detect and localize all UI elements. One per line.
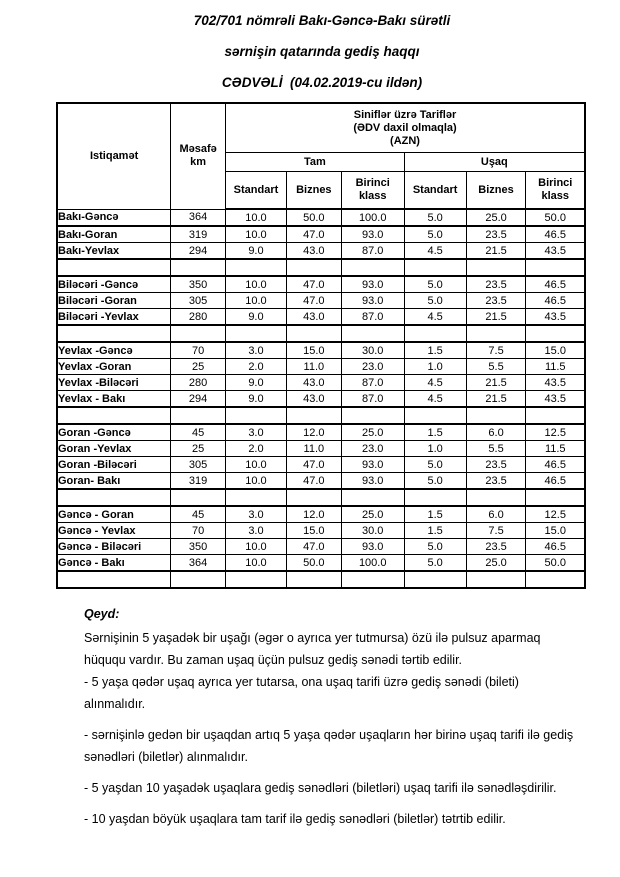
fare-cell: 10.0 xyxy=(226,293,287,309)
fare-cell: 43.5 xyxy=(526,375,585,391)
route-cell: Goran -Yevlax xyxy=(57,441,171,457)
empty-cell xyxy=(404,259,466,276)
distance-cell: 45 xyxy=(171,506,226,523)
fare-cell: 46.5 xyxy=(526,539,585,555)
fare-cell: 25.0 xyxy=(341,424,404,441)
route-cell: Biləcəri -Goran xyxy=(57,293,171,309)
table-row xyxy=(57,342,585,359)
empty-cell xyxy=(226,489,287,506)
header-distance xyxy=(171,103,226,209)
document-header xyxy=(56,14,588,90)
separator-row xyxy=(57,489,585,506)
route-cell: Bakı-Gəncə xyxy=(57,209,171,226)
route-cell: Goran- Bakı xyxy=(57,473,171,490)
fare-cell: 43.5 xyxy=(526,243,585,260)
fare-cell: 15.0 xyxy=(526,342,585,359)
empty-cell xyxy=(57,489,171,506)
fare-cell: 5.0 xyxy=(404,473,466,490)
fare-cell: 93.0 xyxy=(341,293,404,309)
table-row xyxy=(57,276,585,293)
fare-cell: 23.0 xyxy=(341,359,404,375)
header-class-usaq-birinci: Birinci klass xyxy=(526,172,585,210)
fare-cell: 50.0 xyxy=(286,209,341,226)
separator-row xyxy=(57,259,585,276)
fare-cell: 21.5 xyxy=(466,309,526,326)
fare-cell: 43.0 xyxy=(286,243,341,260)
fare-cell: 43.0 xyxy=(286,375,341,391)
fare-cell: 100.0 xyxy=(341,209,404,226)
fare-cell: 21.5 xyxy=(466,391,526,408)
fare-cell: 10.0 xyxy=(226,473,287,490)
fare-cell: 93.0 xyxy=(341,473,404,490)
fare-cell: 5.0 xyxy=(404,555,466,572)
route-cell: Yevlax -Goran xyxy=(57,359,171,375)
table-row xyxy=(57,243,585,260)
fare-cell: 23.5 xyxy=(466,473,526,490)
route-cell: Bakı-Goran xyxy=(57,226,171,243)
fare-cell: 1.0 xyxy=(404,359,466,375)
route-cell: Yevlax -Gəncə xyxy=(57,342,171,359)
fare-cell: 46.5 xyxy=(526,276,585,293)
table-row xyxy=(57,391,585,408)
notes-section xyxy=(56,603,578,830)
fare-cell: 6.0 xyxy=(466,424,526,441)
doc-title-line-3: CƏDVƏLİ (04.02.2019-cu ildən) xyxy=(221,75,423,90)
distance-cell: 294 xyxy=(171,391,226,408)
header-direction: Istiqamət xyxy=(57,103,171,209)
fare-cell: 43.0 xyxy=(286,309,341,326)
fare-cell: 4.5 xyxy=(404,375,466,391)
empty-cell xyxy=(171,325,226,342)
note-paragraph: - 5 yaşa qədər uşaq ayrıca yer tutarsa, ona uşaq tarifi üzrə gediş sənədi (bileti) alınmalıdır. xyxy=(84,675,519,711)
fare-cell: 2.0 xyxy=(226,441,287,457)
fare-cell: 3.0 xyxy=(226,506,287,523)
empty-cell xyxy=(286,571,341,588)
header-group-usaq: Uşaq xyxy=(404,153,585,172)
empty-cell xyxy=(171,571,226,588)
header-class-usaq-standart: Standart xyxy=(404,172,466,210)
fare-cell: 10.0 xyxy=(226,457,287,473)
fare-cell: 23.0 xyxy=(341,441,404,457)
distance-cell: 280 xyxy=(171,309,226,326)
table-row xyxy=(57,375,585,391)
fare-cell: 12.5 xyxy=(526,424,585,441)
distance-cell: 319 xyxy=(171,226,226,243)
fare-cell: 50.0 xyxy=(286,555,341,572)
table-row xyxy=(57,506,585,523)
empty-cell xyxy=(341,325,404,342)
header-tariff-title-line3: (AZN) xyxy=(390,134,420,147)
distance-cell: 305 xyxy=(171,457,226,473)
fare-cell: 87.0 xyxy=(341,309,404,326)
route-cell: Yevlax -Biləcəri xyxy=(57,375,171,391)
empty-cell xyxy=(404,571,466,588)
fare-cell: 1.5 xyxy=(404,342,466,359)
fare-cell: 4.5 xyxy=(404,243,466,260)
fare-cell: 11.5 xyxy=(526,441,585,457)
fare-cell: 93.0 xyxy=(341,539,404,555)
table-row xyxy=(57,473,585,490)
fare-cell: 3.0 xyxy=(226,424,287,441)
empty-cell xyxy=(466,489,526,506)
fare-cell: 87.0 xyxy=(341,243,404,260)
empty-cell xyxy=(57,571,171,588)
doc-title-line-1: 702/701 nömrəli Bakı-Gəncə-Bakı sürətli xyxy=(193,13,451,28)
empty-cell xyxy=(226,407,287,424)
distance-cell: 45 xyxy=(171,424,226,441)
empty-cell xyxy=(57,259,171,276)
distance-cell: 70 xyxy=(171,523,226,539)
fare-cell: 43.5 xyxy=(526,391,585,408)
fare-cell: 23.5 xyxy=(466,293,526,309)
fare-cell: 5.5 xyxy=(466,441,526,457)
fare-cell: 25.0 xyxy=(466,209,526,226)
fare-cell: 30.0 xyxy=(341,523,404,539)
fare-table-body xyxy=(57,209,585,588)
fare-cell: 10.0 xyxy=(226,226,287,243)
empty-cell xyxy=(341,571,404,588)
fare-cell: 15.0 xyxy=(526,523,585,539)
empty-cell xyxy=(286,407,341,424)
table-row xyxy=(57,309,585,326)
fare-cell: 1.5 xyxy=(404,424,466,441)
fare-cell: 7.5 xyxy=(466,523,526,539)
empty-cell xyxy=(404,407,466,424)
fare-cell: 1.5 xyxy=(404,506,466,523)
empty-cell xyxy=(526,407,585,424)
fare-cell: 87.0 xyxy=(341,391,404,408)
fare-cell: 9.0 xyxy=(226,391,287,408)
empty-cell xyxy=(226,571,287,588)
fare-cell: 1.0 xyxy=(404,441,466,457)
header-tariff-title-line2: (ƏDV daxil olmaqla) xyxy=(353,121,457,134)
fare-cell: 87.0 xyxy=(341,375,404,391)
header-row-top xyxy=(57,103,585,153)
route-cell: Goran -Biləcəri xyxy=(57,457,171,473)
fare-table xyxy=(56,102,586,589)
route-cell: Gəncə - Biləcəri xyxy=(57,539,171,555)
empty-cell xyxy=(171,489,226,506)
fare-cell: 50.0 xyxy=(526,555,585,572)
table-row xyxy=(57,539,585,555)
fare-cell: 47.0 xyxy=(286,226,341,243)
fare-cell: 23.5 xyxy=(466,539,526,555)
empty-cell xyxy=(466,325,526,342)
fare-cell: 5.0 xyxy=(404,293,466,309)
empty-cell xyxy=(171,407,226,424)
fare-table-head xyxy=(57,103,585,209)
header-class-tam-biznes: Biznes xyxy=(286,172,341,210)
empty-cell xyxy=(341,407,404,424)
distance-cell: 364 xyxy=(171,555,226,572)
route-cell: Biləcəri -Gəncə xyxy=(57,276,171,293)
fare-cell: 10.0 xyxy=(226,539,287,555)
route-cell: Gəncə - Yevlax xyxy=(57,523,171,539)
empty-cell xyxy=(286,325,341,342)
empty-cell xyxy=(226,259,287,276)
header-group-tam: Tam xyxy=(226,153,405,172)
fare-cell: 21.5 xyxy=(466,375,526,391)
fare-cell: 25.0 xyxy=(341,506,404,523)
fare-cell: 46.5 xyxy=(526,473,585,490)
header-tariff-title-line1: Siniflər üzrə Tariflər xyxy=(353,108,457,121)
separator-row xyxy=(57,571,585,588)
route-cell: Bakı-Yevlax xyxy=(57,243,171,260)
fare-cell: 23.5 xyxy=(466,457,526,473)
separator-row xyxy=(57,325,585,342)
fare-cell: 10.0 xyxy=(226,209,287,226)
fare-cell: 23.5 xyxy=(466,226,526,243)
fare-cell: 12.5 xyxy=(526,506,585,523)
table-row xyxy=(57,523,585,539)
fare-cell: 1.5 xyxy=(404,523,466,539)
distance-cell: 364 xyxy=(171,209,226,226)
fare-cell: 23.5 xyxy=(466,276,526,293)
table-row xyxy=(57,555,585,572)
fare-cell: 47.0 xyxy=(286,457,341,473)
notes-paragraphs xyxy=(84,627,578,830)
fare-cell: 43.0 xyxy=(286,391,341,408)
empty-cell xyxy=(341,259,404,276)
fare-cell: 5.0 xyxy=(404,209,466,226)
fare-cell: 47.0 xyxy=(286,539,341,555)
fare-cell: 93.0 xyxy=(341,226,404,243)
route-cell: Goran -Gəncə xyxy=(57,424,171,441)
fare-cell: 7.5 xyxy=(466,342,526,359)
distance-cell: 294 xyxy=(171,243,226,260)
fare-cell: 3.0 xyxy=(226,523,287,539)
empty-cell xyxy=(466,407,526,424)
fare-cell: 12.0 xyxy=(286,506,341,523)
note-paragraph: - sərnişinlə gedən bir uşaqdan artıq 5 yaşa qədər uşaqların hər birinə uşaq tarifi ilə gediş sənədləri (biletlər) alınmalıdır. xyxy=(84,728,574,764)
empty-cell xyxy=(57,325,171,342)
header-class-tam-standart: Standart xyxy=(226,172,287,210)
fare-cell: 15.0 xyxy=(286,523,341,539)
fare-cell: 10.0 xyxy=(226,555,287,572)
empty-cell xyxy=(526,571,585,588)
fare-cell: 47.0 xyxy=(286,293,341,309)
empty-cell xyxy=(526,489,585,506)
empty-cell xyxy=(526,325,585,342)
distance-cell: 319 xyxy=(171,473,226,490)
distance-cell: 280 xyxy=(171,375,226,391)
fare-cell: 5.0 xyxy=(404,539,466,555)
fare-cell: 5.0 xyxy=(404,457,466,473)
fare-cell: 4.5 xyxy=(404,309,466,326)
fare-cell: 9.0 xyxy=(226,375,287,391)
table-row xyxy=(57,424,585,441)
header-tariff-title xyxy=(226,103,585,153)
fare-cell: 9.0 xyxy=(226,243,287,260)
fare-cell: 9.0 xyxy=(226,309,287,326)
empty-cell xyxy=(226,325,287,342)
fare-cell: 3.0 xyxy=(226,342,287,359)
fare-cell: 4.5 xyxy=(404,391,466,408)
empty-cell xyxy=(404,489,466,506)
table-row xyxy=(57,226,585,243)
document-page xyxy=(56,0,588,830)
distance-cell: 350 xyxy=(171,539,226,555)
route-cell: Gəncə - Bakı xyxy=(57,555,171,572)
fare-cell: 2.0 xyxy=(226,359,287,375)
empty-cell xyxy=(341,489,404,506)
table-row xyxy=(57,293,585,309)
note-paragraph: - 5 yaşdan 10 yaşadək uşaqlara gediş sənədləri (biletləri) uşaq tarifi ilə sənədləşdirilir. xyxy=(84,781,557,795)
header-class-usaq-biznes: Biznes xyxy=(466,172,526,210)
table-row xyxy=(57,209,585,226)
notes-heading: Qeyd: xyxy=(84,607,120,621)
fare-cell: 30.0 xyxy=(341,342,404,359)
fare-cell: 50.0 xyxy=(526,209,585,226)
table-row xyxy=(57,359,585,375)
fare-cell: 43.5 xyxy=(526,309,585,326)
fare-cell: 46.5 xyxy=(526,457,585,473)
header-distance-line2: km xyxy=(190,156,207,169)
table-row xyxy=(57,441,585,457)
fare-cell: 21.5 xyxy=(466,243,526,260)
route-cell: Gəncə - Goran xyxy=(57,506,171,523)
header-distance-line1: Məsafə xyxy=(179,143,217,156)
fare-cell: 25.0 xyxy=(466,555,526,572)
fare-cell: 46.5 xyxy=(526,293,585,309)
distance-cell: 305 xyxy=(171,293,226,309)
distance-cell: 70 xyxy=(171,342,226,359)
empty-cell xyxy=(286,489,341,506)
empty-cell xyxy=(57,407,171,424)
route-cell: Biləcəri -Yevlax xyxy=(57,309,171,326)
fare-cell: 10.0 xyxy=(226,276,287,293)
fare-cell: 5.5 xyxy=(466,359,526,375)
empty-cell xyxy=(466,571,526,588)
distance-cell: 25 xyxy=(171,441,226,457)
note-paragraph: Sərnişinin 5 yaşadək bir uşağı (əgər o ayrıca yer tutmursa) özü ilə pulsuz aparmaq hüququ vardır. Bu zaman uşaq üçün pulsuz gediş sənədi tərtib edilir. xyxy=(84,631,541,667)
doc-title-line-2: sərnişin qatarında gediş haqqı xyxy=(224,44,420,59)
distance-cell: 25 xyxy=(171,359,226,375)
empty-cell xyxy=(466,259,526,276)
fare-cell: 5.0 xyxy=(404,226,466,243)
fare-cell: 11.0 xyxy=(286,441,341,457)
empty-cell xyxy=(286,259,341,276)
route-cell: Yevlax - Bakı xyxy=(57,391,171,408)
fare-cell: 47.0 xyxy=(286,473,341,490)
fare-cell: 46.5 xyxy=(526,226,585,243)
distance-cell: 350 xyxy=(171,276,226,293)
fare-cell: 11.5 xyxy=(526,359,585,375)
fare-cell: 15.0 xyxy=(286,342,341,359)
fare-cell: 47.0 xyxy=(286,276,341,293)
fare-cell: 93.0 xyxy=(341,276,404,293)
header-class-tam-birinci: Birinci klass xyxy=(341,172,404,210)
fare-cell: 12.0 xyxy=(286,424,341,441)
empty-cell xyxy=(171,259,226,276)
note-paragraph: - 10 yaşdan böyük uşaqlara tam tarif ilə gediş sənədləri (biletlər) tətrtib edilir. xyxy=(84,812,506,826)
empty-cell xyxy=(404,325,466,342)
fare-cell: 93.0 xyxy=(341,457,404,473)
table-row xyxy=(57,457,585,473)
fare-cell: 100.0 xyxy=(341,555,404,572)
separator-row xyxy=(57,407,585,424)
fare-cell: 6.0 xyxy=(466,506,526,523)
fare-cell: 5.0 xyxy=(404,276,466,293)
empty-cell xyxy=(526,259,585,276)
fare-cell: 11.0 xyxy=(286,359,341,375)
